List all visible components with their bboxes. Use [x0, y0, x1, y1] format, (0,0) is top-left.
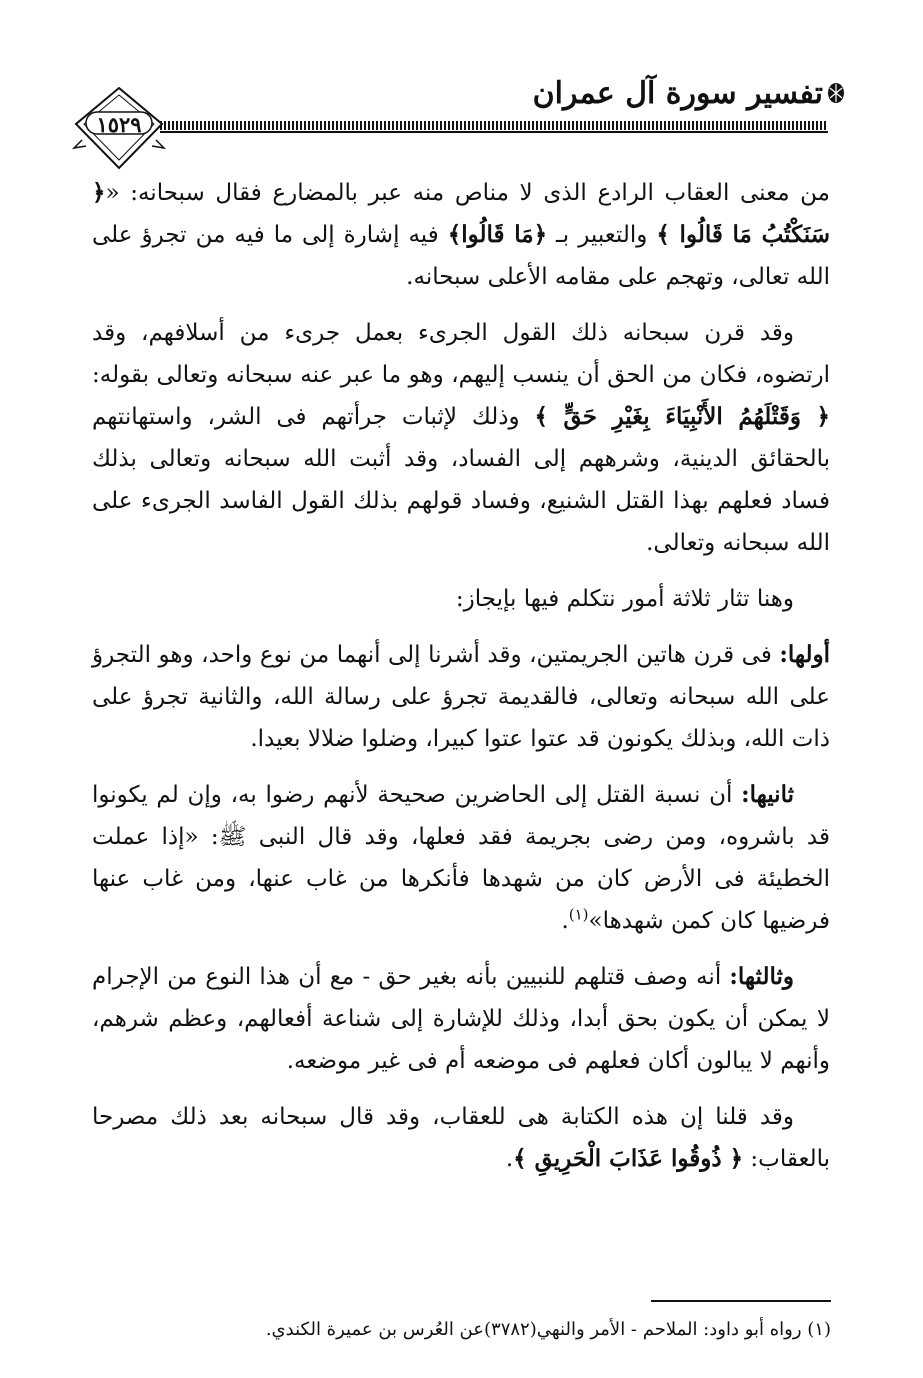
footnote-marker: (١) — [568, 905, 589, 924]
point-one-text: فى قرن هاتين الجريمتين، وقد أشرنا إلى أنهما من نوع واحد، وهو التجرؤ على الله سبحانه وتعالى، فالقديمة تجرؤ على رسالة الله، والثانية تجرؤ على ذات الله، وبذلك يكونون قد عتوا عتوا كبيرا، وضلوا ضلالا بعيدا. — [92, 642, 830, 752]
quran-quote: ﴿ سَنَكْتُبُ مَا قَالُوا ﴾ — [92, 179, 831, 248]
paragraph-1-text-3: فيه إشارة إلى ما فيه من تجرؤ على الله تعالى، وتهجم على مقامه الأعلى سبحانه. — [92, 222, 830, 290]
paragraph-1 — [92, 172, 830, 298]
running-header-title: تفسير سورة آل عمران — [532, 76, 823, 111]
paragraph-7 — [92, 1096, 830, 1180]
footnote: (١) رواه أبو داود: الملاحم - الأمر والنهي(٣٧٨٢)عن العُرس بن عميرة الكندي. — [265, 1319, 831, 1340]
paragraph-2 — [92, 312, 830, 564]
point-one-lead: أولها: — [779, 641, 830, 668]
point-two-text: أن نسبة القتل إلى الحاضرين صحيحة لأنهم رضوا به، وإن لم يكونوا قد باشروه، ومن رضى بجريمة فقد فعلها، وقد قال النبى ﷺ: «إذا عملت الخطيئة فى الأرض كان من شهدها فأنكرها من غاب عنها، ومن غاب عنها فرضيها كان كمن شهدها» — [92, 782, 830, 934]
paragraph-4 — [92, 634, 830, 760]
point-two-lead: ثانيها: — [741, 781, 794, 808]
footnote-separator — [651, 1300, 831, 1302]
paragraph-6 — [92, 956, 830, 1082]
flower-ornament-icon — [827, 82, 845, 104]
quran-quote-4: ﴿ ذُوقُوا عَذَابَ الْحَرِيقِ ﴾ — [513, 1145, 744, 1172]
paragraph-2-text: وقد قرن سبحانه ذلك القول الجرىء بعمل جرىء من أسلافهم، وقد ارتضوه، فكان من الحق أن ينسب إليهم، وهو ما عبر عنه سبحانه وتعالى بقوله: — [92, 320, 830, 388]
quran-quote-2: ﴿مَا قَالُوا﴾ — [447, 221, 548, 248]
header-rule — [160, 121, 828, 130]
paragraph-2-text-2: وذلك لإثبات جرأتهم فى الشر، واستهانتهم بالحقائق الدينية، وشرههم إلى الفساد، وقد أثبت الله سبحانه وتعالى بذلك فساد فعلهم بهذا القتل الشنيع، وفساد قولهم بذلك القول الفاسد الجرىء على الله سبحانه وتعالى. — [92, 404, 830, 556]
paragraph-1-text: من معنى العقاب الرادع الذى لا مناص منه عبر بالمضارع فقال سبحانه: « — [105, 180, 830, 206]
paragraph-5 — [92, 774, 830, 942]
main-text — [92, 172, 830, 1194]
paragraph-1-text-2: والتعبير بـ — [547, 222, 657, 248]
point-two-end: . — [561, 908, 569, 934]
paragraph-7-end: . — [505, 1146, 514, 1172]
paragraph-3: وهنا تثار ثلاثة أمور نتكلم فيها بإيجاز: — [455, 586, 794, 612]
page-number: ١٥٢٩ — [96, 112, 142, 137]
paragraph-7-text: وقد قلنا إن هذه الكتابة هى للعقاب، وقد قال سبحانه بعد ذلك مصرحا بالعقاب: — [92, 1104, 830, 1172]
point-three-lead: وثالثها: — [729, 963, 794, 990]
point-three-text: أنه وصف قتلهم للنبيين بأنه بغير حق - مع أن هذا النوع من الإجرام لا يمكن أن يكون بحق أبدا، وذلك للإشارة إلى شناعة أفعالهم، وعظم شرهم، وأنهم لا يبالون أكان فعلهم فى موضعه أم فى غير موضعه. — [92, 964, 830, 1074]
quran-quote-3: ﴿ وَقَتْلَهُمُ الأَنْبِيَاءَ بِغَيْرِ حَقٍّ ﴾ — [534, 403, 830, 430]
